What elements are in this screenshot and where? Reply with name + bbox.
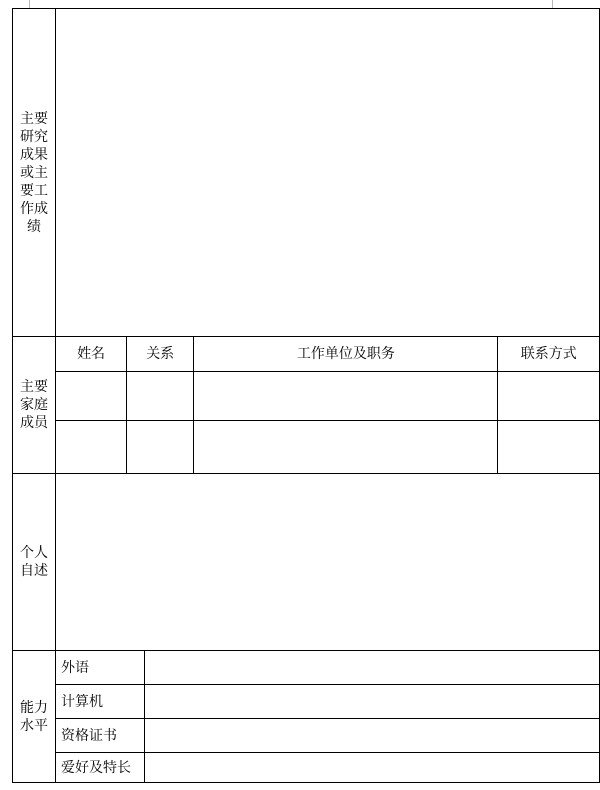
family-work-cell[interactable] [194, 421, 498, 474]
family-header-row [13, 337, 600, 372]
self-intro-label: 个人自述 [13, 474, 56, 651]
ability-item-value[interactable] [144, 753, 599, 783]
family-work-cell[interactable] [194, 372, 498, 421]
family-contact-cell[interactable] [498, 372, 600, 421]
ability-item-value[interactable] [144, 719, 599, 753]
family-contact-cell[interactable] [498, 421, 600, 474]
family-relation-cell[interactable] [127, 421, 194, 474]
ability-row [13, 685, 600, 719]
family-name-cell[interactable] [56, 421, 127, 474]
family-header-work: 工作单位及职务 [194, 337, 498, 372]
family-member-row [13, 372, 600, 421]
family-name-cell[interactable] [56, 372, 127, 421]
self-intro-content[interactable] [56, 474, 600, 651]
ability-item-label: 爱好及特长 [56, 753, 145, 783]
ability-row [13, 719, 600, 753]
self-intro-row [13, 474, 600, 651]
ability-item-label: 资格证书 [56, 719, 145, 753]
ability-item-value[interactable] [144, 651, 599, 685]
ability-row [13, 651, 600, 685]
family-header-name: 姓名 [56, 337, 127, 372]
family-member-row [13, 421, 600, 474]
research-label: 主要研究成果或主要工作成绩 [13, 9, 56, 337]
ability-item-label: 外语 [56, 651, 145, 685]
ability-row [13, 753, 600, 783]
family-header-contact: 联系方式 [498, 337, 600, 372]
ability-item-value[interactable] [144, 685, 599, 719]
ability-item-label: 计算机 [56, 685, 145, 719]
profile-form-table [12, 8, 600, 783]
family-relation-cell[interactable] [127, 372, 194, 421]
margin-mark-left [29, 0, 30, 8]
ability-label: 能力水平 [13, 651, 56, 783]
margin-mark-right [552, 0, 553, 8]
family-label: 主要家庭成员 [13, 337, 56, 474]
family-header-relation: 关系 [127, 337, 194, 372]
research-content[interactable] [56, 9, 600, 337]
research-row [13, 9, 600, 337]
